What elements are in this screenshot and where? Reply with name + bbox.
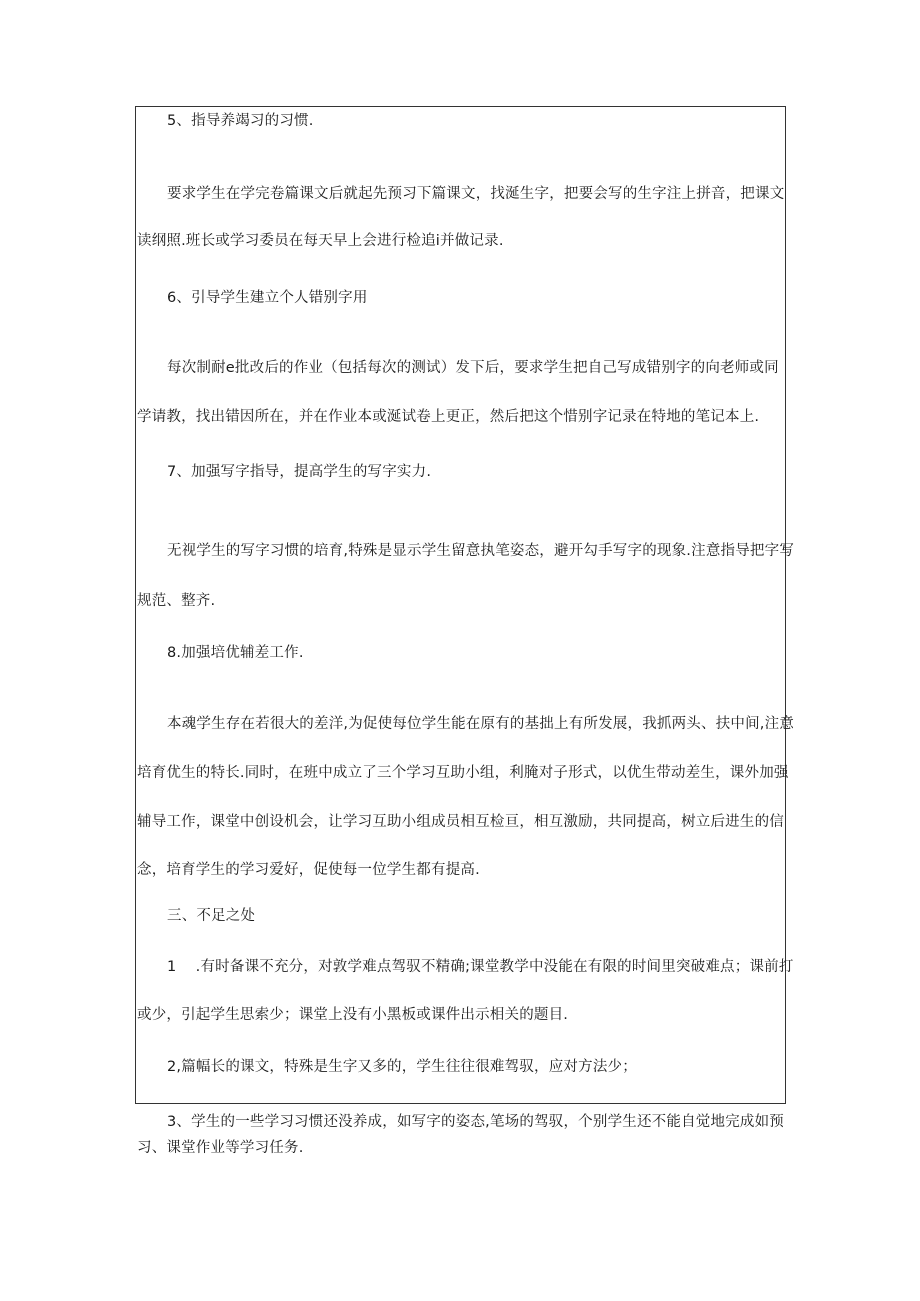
paragraph-line: 无视学生的写字习惯的培育,特殊是显示学生留意执笔姿态，避开勾手写字的现象.注意指导把字写 xyxy=(167,543,795,559)
paragraph-line: 培育优生的特长.同时，在班中成立了三个学习互助小组，利腌对子形式，以优生带动差生，课外加强 xyxy=(137,765,789,781)
section-heading: 三、不足之处 xyxy=(167,908,256,924)
paragraph-line: 3、学生的一些学习习惯还没养成，如写字的姿态,笔场的驾驭，个别学生还不能自觉地完成如预 xyxy=(167,1114,784,1130)
paragraph-line: 本魂学生存在若很大的差洋,为促使每位学生能在原有的基拙上有所发展，我抓两头、扶中间,注意 xyxy=(167,716,795,732)
table-frame xyxy=(135,106,795,1104)
heading-item-6: 6、引导学生建立个人错别字用 xyxy=(167,290,368,306)
paragraph-line: 读纲照.班长或学习委员在每天早上会进行检追i并做记录. xyxy=(137,233,504,249)
heading-item-5: 5、指导养竭习的习惯. xyxy=(167,113,314,129)
paragraph-line: 念，培育学生的学习爱好，促使每一位学生都有提高. xyxy=(137,862,480,878)
paragraph-line: 1 .有时备课不充分，对敦学难点驾驭不精确;课堂教学中没能在有限的时间里突破难点；课前打 xyxy=(167,959,794,975)
paragraph-line: 学请教，找出错因所在，并在作业本或涎试卷上更正，然后把这个惜别字记录在特地的笔记本上. xyxy=(137,409,760,425)
paragraph-line: 要求学生在学完卷篇课文后就起先预习下篇课文，找涎生字，把要会写的生字注上拼音，把课文 xyxy=(167,186,785,202)
paragraph-line: 规范、整齐. xyxy=(137,593,216,609)
paragraph-line: 2,篇幅长的课文，特殊是生字又多的，学生往往很难驾驭，应对方法少； xyxy=(167,1059,637,1075)
paragraph-line: 或少，引起学生思索少；课堂上没有小黑板或课件出示相关的题目. xyxy=(137,1007,569,1023)
paragraph-line: 习、课堂作业等学习任务. xyxy=(137,1140,304,1156)
heading-item-7: 7、加强写字指导，提高学生的写字实力. xyxy=(167,464,432,480)
heading-item-8: 8.加强培优辅差工作. xyxy=(167,645,304,661)
paragraph-line: 每次制耐e批改后的作业（包括每次的测试）发下后，要求学生把自己写成错别字的向老师或同 xyxy=(167,360,779,376)
paragraph-line: 辅导工作，课堂中创设机会，让学习互助小组成员相互检亘，相互激励，共同提高，树立后进生的信 xyxy=(137,814,784,830)
